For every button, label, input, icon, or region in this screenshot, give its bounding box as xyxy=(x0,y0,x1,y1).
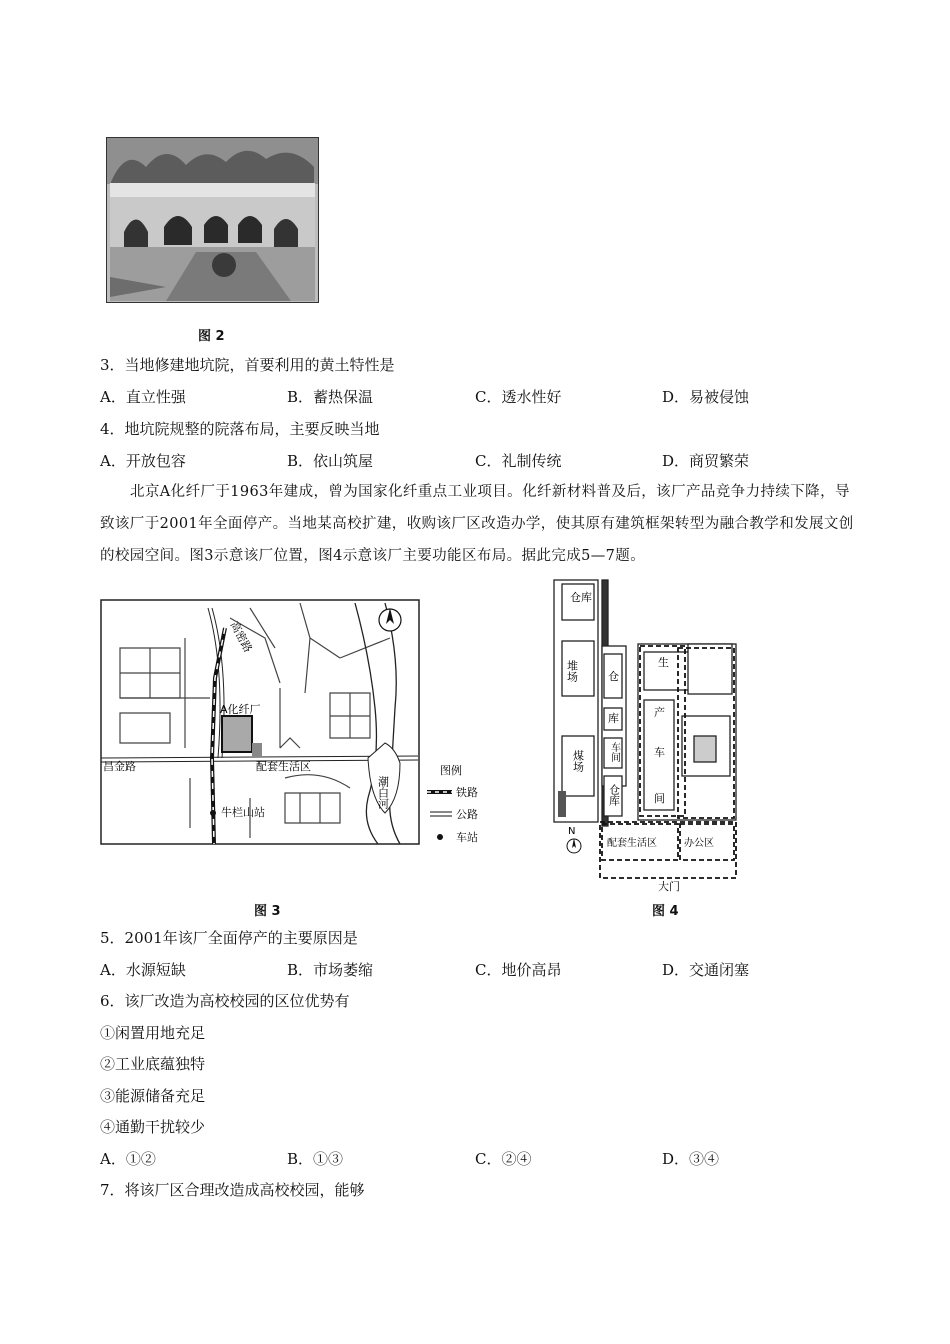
q6-option-a: A．①② xyxy=(100,1150,156,1168)
q5-option-b: B．市场萎缩 xyxy=(287,961,374,979)
label-river: 潮白河 xyxy=(376,776,390,809)
figure-3-caption: 图 3 xyxy=(254,904,281,919)
label-north: N xyxy=(568,826,576,837)
label-ku: 库 xyxy=(608,712,619,725)
label-yard: 堆场 xyxy=(565,660,579,682)
q5-option-c: C．地价高昂 xyxy=(475,961,562,979)
question-4-stem: 4．地坑院规整的院落布局，主要反映当地 xyxy=(100,420,380,438)
label-factory: A化纤厂 xyxy=(220,703,261,716)
label-cang: 仓 xyxy=(608,670,619,683)
q6-item-1: ①闲置用地充足 xyxy=(100,1024,206,1042)
q6-item-4: ④通勤干扰较少 xyxy=(100,1118,206,1136)
q6-item-3: ③能源储备充足 xyxy=(100,1087,206,1105)
label-chan: 产 xyxy=(654,706,665,719)
station-dot xyxy=(210,810,216,816)
label-jian: 间 xyxy=(654,792,665,805)
q6-item-2: ②工业底蕴独特 xyxy=(100,1055,206,1073)
label-living-area: 配套生活区 xyxy=(256,760,311,773)
label-living-zone: 配套生活区 xyxy=(607,838,657,849)
label-chejian-left: 车间 xyxy=(608,742,620,762)
figure-2-photo xyxy=(106,137,319,303)
question-3-stem: 3．当地修建地坑院，首要利用的黄土特性是 xyxy=(100,356,395,374)
q3-option-b: B．蓄热保温 xyxy=(287,388,374,406)
reading-passage: 北京A化纤厂于1963年建成，曾为国家化纤重点工业项目。化纤新材料普及后，该厂产品竞争力持续下降，导致该厂于2001年全面停产。当地某高校扩建，收购该厂区改造办学，使其原有建筑框架转型为融合教学和发展文创的校园空间。图3示意该厂位置，图4示意该厂主要功能区布局。据此完成5—7题。 xyxy=(100,484,854,564)
q5-option-a: A．水源短缺 xyxy=(100,961,186,979)
q3-option-d: D．易被侵蚀 xyxy=(662,388,750,406)
label-che: 车 xyxy=(654,746,665,759)
q4-option-a: A．开放包容 xyxy=(100,452,186,470)
question-5-stem: 5．2001年该厂全面停产的主要原因是 xyxy=(100,929,358,947)
q3-option-c: C．透水性好 xyxy=(475,388,562,406)
label-gaomi-road: 高密路 xyxy=(227,619,255,655)
figure-4-caption: 图 4 xyxy=(652,904,679,919)
q4-option-c: C．礼制传统 xyxy=(475,452,562,470)
label-cangku-left: 仓库 xyxy=(607,784,621,806)
label-station: 牛栏山站 xyxy=(221,806,265,819)
q6-option-c: C．②④ xyxy=(475,1150,532,1168)
label-gate: 大门 xyxy=(658,880,680,893)
label-coal: 煤场 xyxy=(571,750,585,772)
figure-4-layout xyxy=(548,576,743,896)
legend-title: 图例 xyxy=(440,764,462,777)
question-6-stem: 6．该厂改造为高校校园的区位优势有 xyxy=(100,992,350,1010)
label-sheng: 生 xyxy=(658,656,669,669)
label-changjin-road: 昌金路 xyxy=(103,760,136,773)
q6-option-b: B．①③ xyxy=(287,1150,344,1168)
label-warehouse-1: 仓库 xyxy=(570,591,592,604)
figure-3-map xyxy=(100,598,500,848)
q4-option-b: B．依山筑屋 xyxy=(287,452,374,470)
figure-2-caption: 图 2 xyxy=(198,329,225,344)
q3-option-a: A．直立性强 xyxy=(100,388,186,406)
photo-drawing xyxy=(106,137,319,303)
legend-station: 车站 xyxy=(456,831,478,844)
legend-road: 公路 xyxy=(456,808,478,821)
label-office-zone: 办公区 xyxy=(684,838,714,849)
q5-option-d: D．交通闭塞 xyxy=(662,961,750,979)
legend-rail: 铁路 xyxy=(456,786,478,799)
q4-option-d: D．商贸繁荣 xyxy=(662,452,750,470)
question-7-stem: 7．将该厂区合理改造成高校校园，能够 xyxy=(100,1181,365,1199)
q6-option-d: D．③④ xyxy=(662,1150,720,1168)
